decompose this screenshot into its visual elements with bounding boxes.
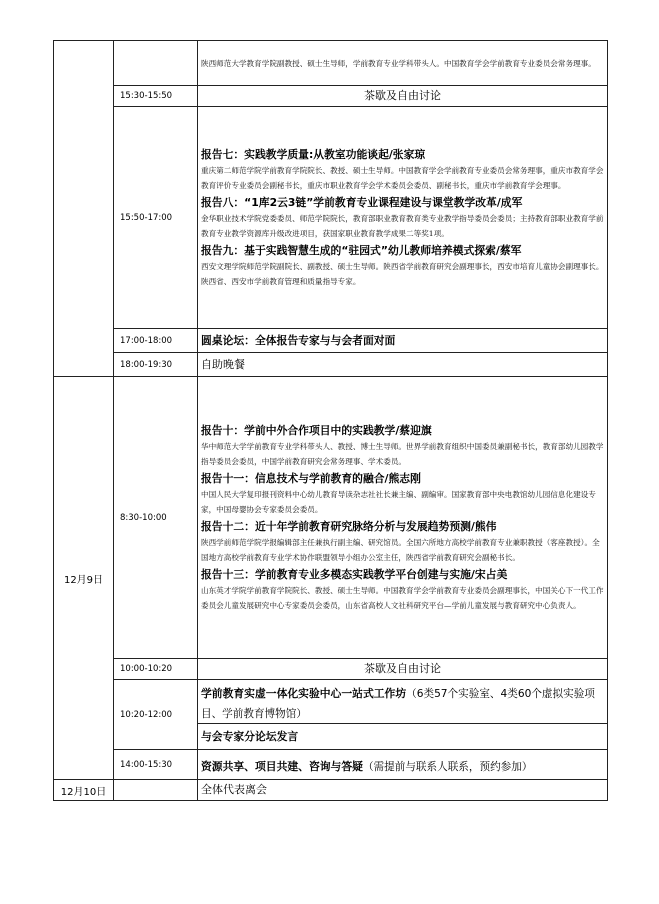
talk-title: 报告十一：信息技术与学前教育的融合/熊志刚 [201,471,421,485]
workshop-note: （6类57个实验室、4类60个虚拟实验项目、学前教育博物馆） [201,688,595,720]
time-cell: 10:20-12:00 [114,680,198,750]
speaker-bio: 陕西学前师范学院学报编辑部主任兼执行副主编、研究馆员。全国六所地方高校学前教育专业兼职教授（客座教授）。全国地方高校学前教育专业学术协作联盟领导小组办公室主任，陕西省学前教育研究会副秘书长。 [201,537,600,562]
table-row [54,329,608,353]
resource-cell [198,750,608,780]
workshop-cell [198,680,608,724]
time-cell-empty [114,41,198,86]
resource-note: （需提前与联系人联系，预约参加） [362,760,533,773]
table-row [54,107,608,329]
depart-cell: 全体代表离会 [198,780,608,801]
time-cell-empty [114,780,198,801]
time-cell: 15:30-15:50 [114,86,198,107]
time-cell: 10:00-10:20 [114,659,198,680]
talk-title: 报告八：“1库2云3链”学前教育专业课程建设与课堂教学改革/成军 [201,195,523,209]
talk-item [201,146,604,194]
dinner-cell: 自助晚餐 [198,353,608,377]
resource-title: 资源共享、项目共建、咨询与答疑 [201,759,363,773]
talk-title: 报告十三：学前教育专业多模态实践教学平台创建与实施/宋占美 [201,567,508,581]
speaker-bio: 陕西师范大学教育学院副教授、硕士生导师，学前教育专业学科带头人。中国教育学会学前教育专业委员会常务理事。 [201,58,596,68]
content-cell [198,41,608,86]
date-cell: 12月10日 [54,780,114,801]
talk-title: 报告十：学前中外合作项目中的实践教学/蔡迎旗 [201,423,432,437]
forum-cell: 圆桌论坛：全体报告专家与与会者面对面 [198,329,608,353]
talks-cell [198,377,608,659]
talk-title: 报告七：实践教学质量:从教室功能谈起/张家琼 [201,147,426,161]
table-row [54,41,608,86]
talk-item [201,470,604,518]
time-cell: 15:50-17:00 [114,107,198,329]
speaker-bio: 中国人民大学复印报刊资料中心幼儿教育导读杂志社社长兼主编、副编审。国家教育部中央电教馆幼儿园信息化建设专家，中国母婴协会专家委员会委员。 [201,489,596,514]
talk-item [201,242,604,290]
time-cell: 8:30-10:00 [114,377,198,659]
talk-item [201,566,604,614]
speaker-bio: 重庆第二师范学院学前教育学院院长、教授、硕士生导师。中国教育学会学前教育专业委员会常务理事，重庆市教育学会教育评价专业委员会副秘书长，重庆市职业教育学会学术委员会委员、副秘书长，重庆市学前教育学会理事。 [201,165,604,190]
speaker-bio: 华中师范大学学前教育专业学科带头人、教授、博士生导师。世界学前教育组织中国委员兼副秘书长，教育部幼儿园教学指导委员会委员，中国学前教育研究会常务理事、学术委员。 [201,441,604,466]
table-row [54,659,608,680]
talk-item [201,194,604,242]
talk-title: 报告十二：近十年学前教育研究脉络分析与发展趋势预测/熊伟 [201,519,497,533]
talk-title: 报告九：基于实践智慧生成的“驻园式”幼儿教师培养模式探索/蔡军 [201,243,522,257]
time-cell: 18:00-19:30 [114,353,198,377]
table-row [54,680,608,724]
speaker-bio: 金华职业技术学院党委委员、师范学院院长，教育部职业教育教育类专业教学指导委员会委员；主持教育部职业教育学前教育专业教学资源库升级改进项目，获国家职业教育教学成果二等奖1项。 [201,213,604,238]
talk-item [201,422,604,470]
time-cell: 17:00-18:00 [114,329,198,353]
workshop-title: 学前教育实虚一体化实验中心一站式工作坊 [201,687,407,700]
table-row [54,86,608,107]
speaker-bio: 山东英才学院学前教育学院院长、教授、硕士生导师。中国教育学会学前教育专业委员会副理事长，中国关心下一代工作委员会儿童发展研究中心专家委员会委员，山东省高校人文社科研究平台—学前儿童发展与教育研究中心负责人。 [201,585,604,610]
table-row [54,353,608,377]
talks-cell [198,107,608,329]
table-row [54,750,608,780]
table-row [54,780,608,801]
talk-item [201,518,604,566]
break-cell: 茶歇及自由讨论 [198,659,608,680]
time-cell: 14:00-15:30 [114,750,198,780]
break-cell: 茶歇及自由讨论 [198,86,608,107]
speaker-bio: 西安文理学院师范学院副院长、副教授、硕士生导师。陕西省学前教育研究会副理事长，西安市培育儿童协会副理事长。陕西省、西安市学前教育管理和质量指导专家。 [201,261,604,286]
date-cell: 12月9日 [54,377,114,780]
forum-speech-cell: 与会专家分论坛发言 [198,724,608,750]
date-cell-empty [54,41,114,377]
table-row [54,377,608,659]
schedule-table [53,40,608,801]
